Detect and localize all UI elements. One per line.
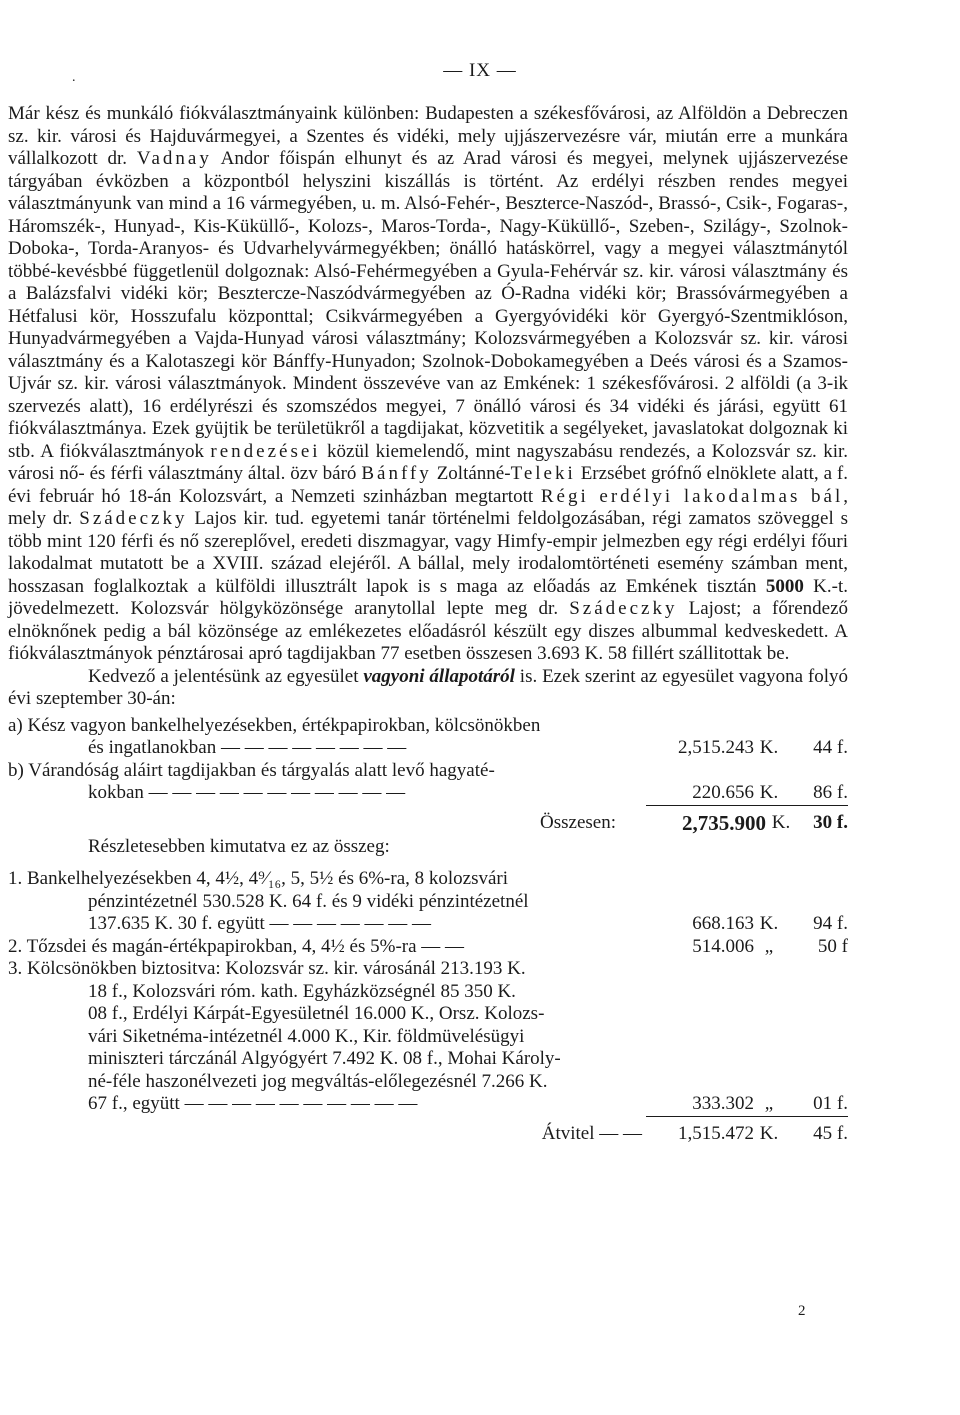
details-list [8,868,848,1145]
signature-mark: 2 [798,1303,806,1319]
asset-a-line2: és ingatlanokban — — — — — — — — 2,515.243 K. 44 f. [88,737,848,758]
detail-3-line4: vári Siketnéma-intézetnél 4.000 K., Kir. földmüvelésügyi [88,1025,525,1047]
body-text [8,103,848,1145]
stray-mark: . [72,70,76,85]
detail-1-line3: 137.635 K. 30 f. együtt — — — — — — — 668.163 K. 94 f. [88,913,848,934]
carry-forward: Átvitel — — 1,515.472 K. 45 f. [541,1122,848,1144]
detail-1-line1: 1. Bankelhelyezésekben 4, 4½, 4⁹⁄₁₆, 5, 5½ és 6%-ra, 8 kolozsvári [8,868,509,889]
detail-2: 2. Tőzsdei és magán-értékpapirokban, 4, 4½ és 5%-ra — — 514.006 „ 50 f [8,935,848,957]
name-vadnay: Vadnay [136,148,212,169]
asset-b-line2: kokban — — — — — — — — — — — 220.656 K. 86 f. [8,782,848,806]
paragraph-assets-intro: Kedvező a jelentésünk az egyesület vagyoni állapotáról is. Ezek szerint az egyesület vagyona folyó évi szeptember 30-án: [8,665,849,709]
asset-a-line1: a) Kész vagyon bankelhelyezésekben, értékpapirokban, kölcsönökben [8,714,541,736]
detail-3-line1: 3. Kölcsönökben biztositva: Kolozsvár sz. kir. városánál 213.193 K. [8,958,526,979]
detail-1-line2: pénzintézetnél 530.528 K. 64 f. és 9 vidéki pénzintézetnél [88,890,529,912]
detail-3-line2: 18 f., Kolozsvári róm. kath. Egyházközségnél 85 350 K. [88,980,516,1002]
detail-3-line5: miniszteri tárczánál Algyógyért 7.492 K. 08 f., Mohai Károly- [88,1048,561,1069]
detail-3-line6: né-féle haszonélvezeti jog megváltás-előlegezésnél 7.266 K. [88,1070,548,1092]
page-number: — IX — [443,60,517,81]
detail-3-line3: 08 f., Erdélyi Kárpát-Egyesületnél 16.000 K., Orsz. Kolozs- [88,1003,545,1024]
assets-block [8,715,848,836]
detail-3-line7: 67 f., együtt — — — — — — — — — — 333.302 „ 01 f. [8,1093,848,1117]
assets-total: Összesen: 2,735.900 K. 30 f. [540,810,848,835]
paragraph-branches: Már kész és munkáló fiókválasztmányaink különben: Budapesten a székesfővárosi, az Alföldön a Debreczen sz. kir. városi és Hajduvármegyei, a Szentes és vidéki, mely ujjászervezésre vár, miután erre a munkára vállalkozott dr. Vadnay Andor főispán elhunyt és az Arad városi és megyei, melynek ujjászervezése tárgyában évközben a központból helyszini kiszállás is történt. Az erdélyi részben rendes megyei választmányunk van mind a 16 vármegyében, u. m. Alsó-Fehér-, Beszterce-Naszód-, Brassó-, Csik-, Fogaras-, Háromszék-, Hunyad-, Kis-Küküllő-, Kolozs-, Maros-Torda-, Nagy-Küküllő-, Szeben-, Szilágy-, Szolnok-Doboka-, Torda-Aranyos- és Udvarhelyvármegyékben; önálló hatáskörrel, vagy a megyei választmánytól többé-kevésbbé függetlenül dolgoznak: Alsó-Fehérmegyében a Gyula-Fehérvár sz. kir. városi választmány és a Balázsfalvi vidéki kör; Besztercze-Naszódvármegyében az Ó-Radna vidéki kör; Brassóvármegyében a Hétfalusi kör, Hosszufalu központtal; Csikvármegyében a Gyergyóvidéki kör Gyergyó-Szentmiklóson, Hunyadvármegyében a Vajda-Hunyad városi választmány; Kolozsvármegyében a Kolozsvár sz. kir. városi választmány és a Kalotaszegi kör Bánffy-Hunyadon; Szolnok-Dobokamegyében a Deés városi és a Szamos-Ujvár sz. kir. városi választmányok. Mindent összevéve van az Emkének: 1 székesfővárosi. 2 alföldi (a 3-ik szervezés alatt), 16 erdélyrészi és szomszédos megyei, 7 önálló városi és 34 vidéki és járási, együtt 61 fiókválasztmánya. Ezek gyüjtik be területükről a tagdijakat, közvetitik a segélyeket, javaslatokat dolgoznak ki stb. A fiókválasztmányok rendezései közül kiemelendő, mint nagyszabásu rendezés, a Kolozsvár sz. kir. városi nő- és férfi választmány által. özv báró Bánffy Zoltánné-Teleki Erzsébet grófnő elnöklete alatt, a f. évi február hó 18-án Kolozsvárt, a Nemzeti szinházban megtartott Régi erdélyi lakodalmas bál, mely dr. Szádeczky Lajos kir. tud. egyetemi tanár történelmi feldolgozásában, régi zamatos szöveggel s több mint 120 férfi és nő szereplővel, eredeti diszmagyar, vagy Himfy-empir jelmezben egy régi erdélyi főuri lakodalmat mutatott be a XVIII. század elejéről. A bállal, mely irodalomtörténeti esemény számban ment, hosszasan foglalkoztak a külföldi illusztrált lapok is s maga az előadás az Emkének tisztán 5000 K.-t. jövedelmezett. Kolozsvár hölgyközönsége aranytollal lepte meg dr. Szádeczky Lajost; a főrendező elnöknőnek pedig a bál közönsége az emlékezetes előadásról készült egy diszes albummal kedveskedett. A fiókválasztmányok pénztárosai apró tagdijakban 77 esetben összesen 3.693 K. 58 fillért szállitottak be. [8,103,849,664]
asset-b-line1: b) Várandóság aláirt tagdijakban és tárgyalás alatt levő hagyaté- [8,759,495,781]
details-intro: Részletesebben kimutatva ez az összeg: [88,835,390,857]
